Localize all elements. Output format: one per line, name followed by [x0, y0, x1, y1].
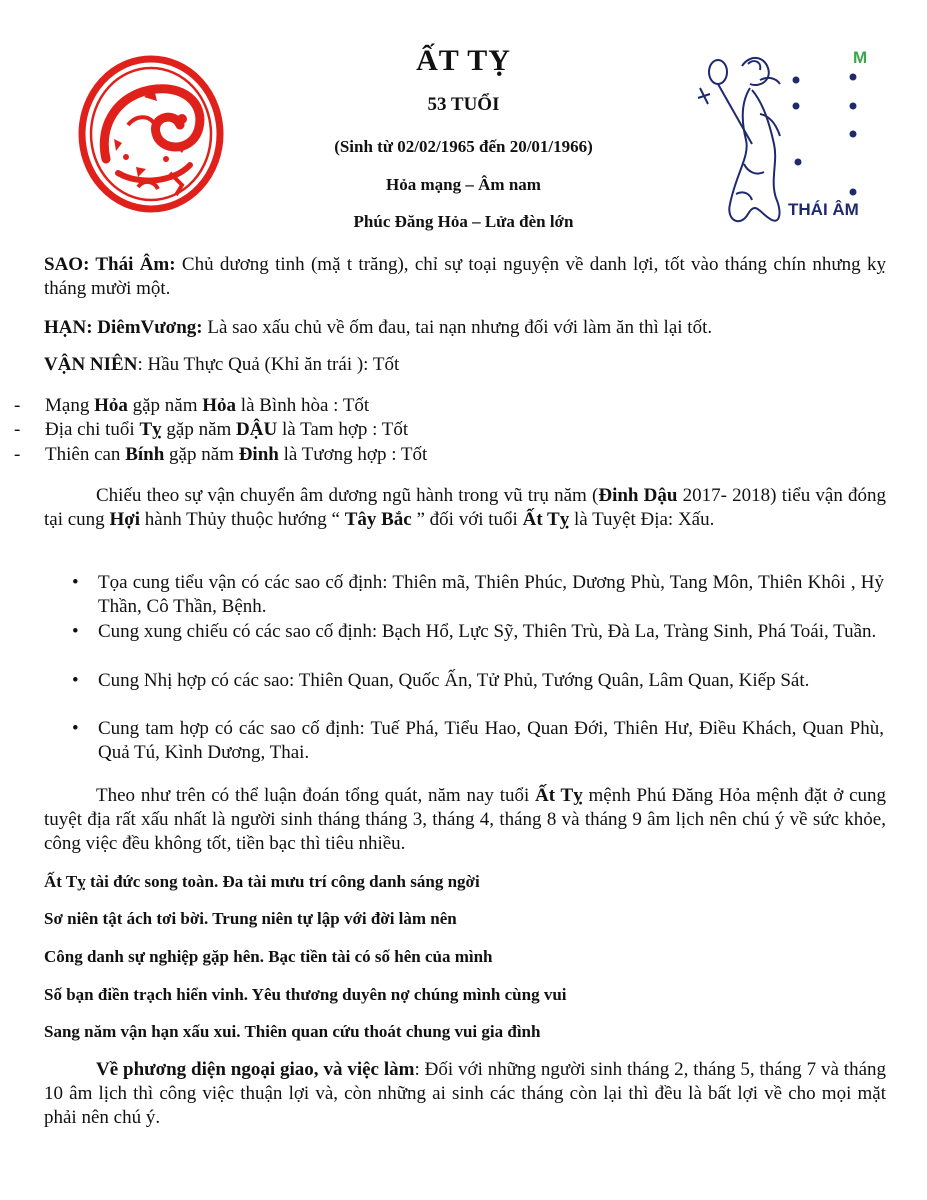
destiny-element: Phúc Đăng Hỏa – Lửa đèn lớn: [353, 212, 574, 231]
age-heading: 53 TUỔI: [427, 94, 500, 115]
bullet-item: • Cung xung chiếu có các sao cố định: Bạch Hổ, Lực Sỹ, Thiên Trù, Đà La, Tràng Sinh, Phá Toái, Tuần.: [72, 621, 877, 642]
van-nien-label: VẬN NIÊN: [44, 354, 138, 375]
intro-paragraph: Chiếu theo sự vận chuyển âm dương ngũ hành trong vũ trụ năm (Đinh Dậu 2017- 2018) tiểu vận đóng tại cung Hợi hành Thủy thuộc hướng “ Tây Bắc ” đối với tuổi Ất Tỵ là Tuyệt Địa: Xấu.: [44, 485, 887, 530]
star-image-label: THÁI ÂM: [788, 200, 859, 219]
thai-am-star-illustration: [690, 44, 875, 234]
poem-line: Sang năm vận hạn xấu xui. Thiên quan cứu thoát chung vui gia đình: [44, 1022, 541, 1041]
element-gender: Hỏa mạng – Âm nam: [386, 175, 541, 194]
career-text: : Đối với những người sinh tháng 2, tháng 5, tháng 7 và tháng 10 âm lịch thì công việc thuận lợi và, còn những ai sinh các tháng còn lại thì đều là bất lợi về cho mọi mặt phải nên chú ý.: [44, 1059, 886, 1128]
birth-range: (Sinh từ 02/02/1965 đến 20/01/1966): [334, 137, 593, 156]
career-paragraph: [44, 1058, 886, 1130]
sao-paragraph: [44, 253, 886, 301]
van-nien-text: : Hầu Thực Quả (Khỉ ăn trái ): Tốt: [137, 354, 400, 375]
career-label: Về phương diện ngoại giao, và việc làm: [96, 1059, 415, 1080]
poem-line: Công danh sự nghiệp gặp hên. Bạc tiền tài có số hên của mình: [44, 947, 493, 966]
star-image-corner-mark: M: [853, 48, 868, 67]
han-label: HẠN: DiêmVương:: [44, 317, 203, 338]
poem-line: Ất Tỵ tài đức song toàn. Đa tài mưu trí công danh sáng ngời: [44, 872, 480, 891]
sao-text: Chủ dương tinh (mặ t trăng), chỉ sự toại nguyện về danh lợi, tốt vào tháng chín nhưng kỵ tháng mười một.: [44, 254, 886, 299]
dash-item: - Thiên can Bính gặp năm Đinh là Tương hợp : Tốt: [14, 444, 428, 465]
sao-label: SAO: Thái Âm:: [44, 254, 176, 275]
poem-line: Số bạn điền trạch hiển vinh. Yêu thương duyên nợ chúng mình cùng vui: [44, 985, 567, 1004]
page-title: ẤT TỴ: [416, 44, 511, 77]
van-nien-paragraph: [44, 353, 886, 377]
bullet-item: • Cung tam hợp có các sao cố định: Tuế Phá, Tiểu Hao, Quan Đới, Thiên Hư, Điều Khách, Quan Phù, Quả Tú, Kình Dương, Thai.: [72, 718, 884, 763]
dash-item: - Địa chi tuổi Tỵ gặp năm DẬU là Tam hợp : Tốt: [14, 419, 409, 440]
bullet-item: • Tọa cung tiểu vận có các sao cố định: Thiên mã, Thiên Phúc, Dương Phù, Tang Môn, Thiên Khôi , Hỷ Thần, Cô Thần, Bệnh.: [72, 572, 884, 617]
han-text: Là sao xấu chủ về ốm đau, tai nạn nhưng đối với làm ăn thì lại tốt.: [202, 317, 713, 338]
dash-item: - Mạng Hỏa gặp năm Hỏa là Bình hòa : Tốt: [14, 395, 370, 416]
summary-paragraph: Theo như trên có thể luận đoán tổng quát, năm nay tuổi Ất Tỵ mệnh Phú Đăng Hỏa mệnh đặt ở cung tuyệt địa rất xấu nhất là người sinh tháng tháng 3, tháng 4, tháng 8 và tháng 9 âm lịch nên chú ý về sức khỏe, công việc đều không tốt, tiền bạc thì tiêu nhiều.: [44, 785, 886, 854]
bullet-item: • Cung Nhị hợp có các sao: Thiên Quan, Quốc Ấn, Tử Phủ, Tướng Quân, Lâm Quan, Kiếp Sát.: [72, 670, 810, 691]
han-paragraph: [44, 316, 886, 340]
poem-line: Sơ niên tật ách tơi bời. Trung niên tự lập với đời làm nên: [44, 909, 457, 928]
